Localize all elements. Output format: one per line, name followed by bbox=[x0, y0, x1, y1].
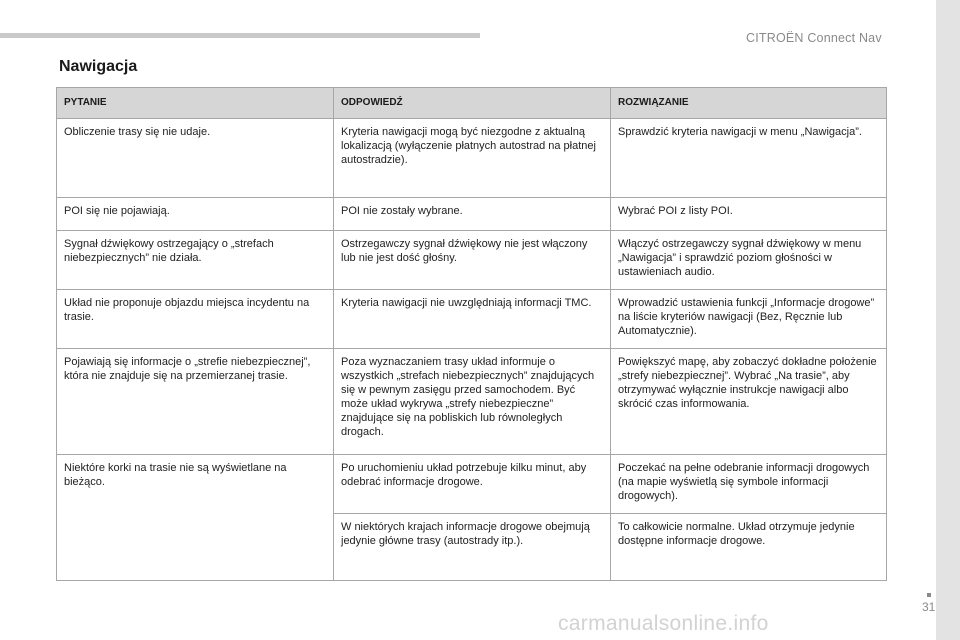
cell-solution: To całkowicie normalne. Układ otrzymuje jedynie dostępne informacje drogowe. bbox=[611, 514, 887, 581]
page-edge-bar bbox=[936, 0, 960, 640]
cell-solution: Wprowadzić ustawienia funkcji „Informacje drogowe” na liście kryteriów nawigacji (Bez, Ręcznie lub Automatycznie). bbox=[611, 290, 887, 349]
cell-question: Sygnał dźwiękowy ostrzegający o „strefach niebezpiecznych” nie działa. bbox=[57, 231, 334, 290]
header-answer: ODPOWIEDŹ bbox=[334, 88, 611, 119]
cell-solution: Sprawdzić kryteria nawigacji w menu „Nawigacja”. bbox=[611, 119, 887, 198]
table-row bbox=[57, 119, 887, 198]
cell-answer: Kryteria nawigacji mogą być niezgodne z aktualną lokalizacją (wyłączenie płatnych autostrad na płatnej autostradzie). bbox=[334, 119, 611, 198]
cell-question: POI się nie pojawiają. bbox=[57, 198, 334, 231]
cell-question: Obliczenie trasy się nie udaje. bbox=[57, 119, 334, 198]
cell-answer: Poza wyznaczaniem trasy układ informuje o wszystkich „strefach niebezpiecznych” znajdujących się w pewnym zasięgu przed samochodem. Być może układ wykrywa „strefy niebezpieczne” znajdujące się na pobliskich lub równoległych drogach. bbox=[334, 349, 611, 455]
page-title: Nawigacja bbox=[59, 58, 138, 75]
cell-answer: W niektórych krajach informacje drogowe obejmują jedynie główne trasy (autostrady itp.). bbox=[334, 514, 611, 581]
table-row bbox=[57, 349, 887, 455]
header-solution: ROZWIĄZANIE bbox=[611, 88, 887, 119]
cell-question: Układ nie proponuje objazdu miejsca incydentu na trasie. bbox=[57, 290, 334, 349]
cell-answer: Kryteria nawigacji nie uwzględniają informacji TMC. bbox=[334, 290, 611, 349]
cell-answer: Po uruchomieniu układ potrzebuje kilku minut, aby odebrać informacje drogowe. bbox=[334, 455, 611, 514]
cell-question: Niektóre korki na trasie nie są wyświetlane na bieżąco. bbox=[57, 455, 334, 581]
table-header-row bbox=[57, 88, 887, 119]
cell-answer: POI nie zostały wybrane. bbox=[334, 198, 611, 231]
table-row bbox=[57, 455, 887, 514]
table-row bbox=[57, 290, 887, 349]
cell-solution: Wybrać POI z listy POI. bbox=[611, 198, 887, 231]
table-row bbox=[57, 198, 887, 231]
table-row bbox=[57, 231, 887, 290]
cell-question: Pojawiają się informacje o „strefie niebezpiecznej”, która nie znajduje się na przemierzanej trasie. bbox=[57, 349, 334, 455]
header-question: PYTANIE bbox=[57, 88, 334, 119]
page-marker bbox=[927, 593, 931, 597]
cell-answer: Ostrzegawczy sygnał dźwiękowy nie jest włączony lub nie jest dość głośny. bbox=[334, 231, 611, 290]
cell-solution: Włączyć ostrzegawczy sygnał dźwiękowy w menu „Nawigacja” i sprawdzić poziom głośności w ustawieniach audio. bbox=[611, 231, 887, 290]
cell-solution: Powiększyć mapę, aby zobaczyć dokładne położenie „strefy niebezpiecznej”. Wybrać „Na trasie”, aby otrzymywać wyłącznie instrukcje nawigacji albo skrócić czas informowania. bbox=[611, 349, 887, 455]
troubleshooting-table bbox=[56, 87, 887, 581]
header-rule bbox=[0, 33, 480, 38]
watermark-text: carmanualsonline.info bbox=[558, 612, 769, 635]
cell-solution: Poczekać na pełne odebranie informacji drogowych (na mapie wyświetlą się symbole informacji drogowych). bbox=[611, 455, 887, 514]
brand-label: CITROËN Connect Nav bbox=[746, 31, 882, 45]
page-number: 31 bbox=[922, 600, 936, 614]
